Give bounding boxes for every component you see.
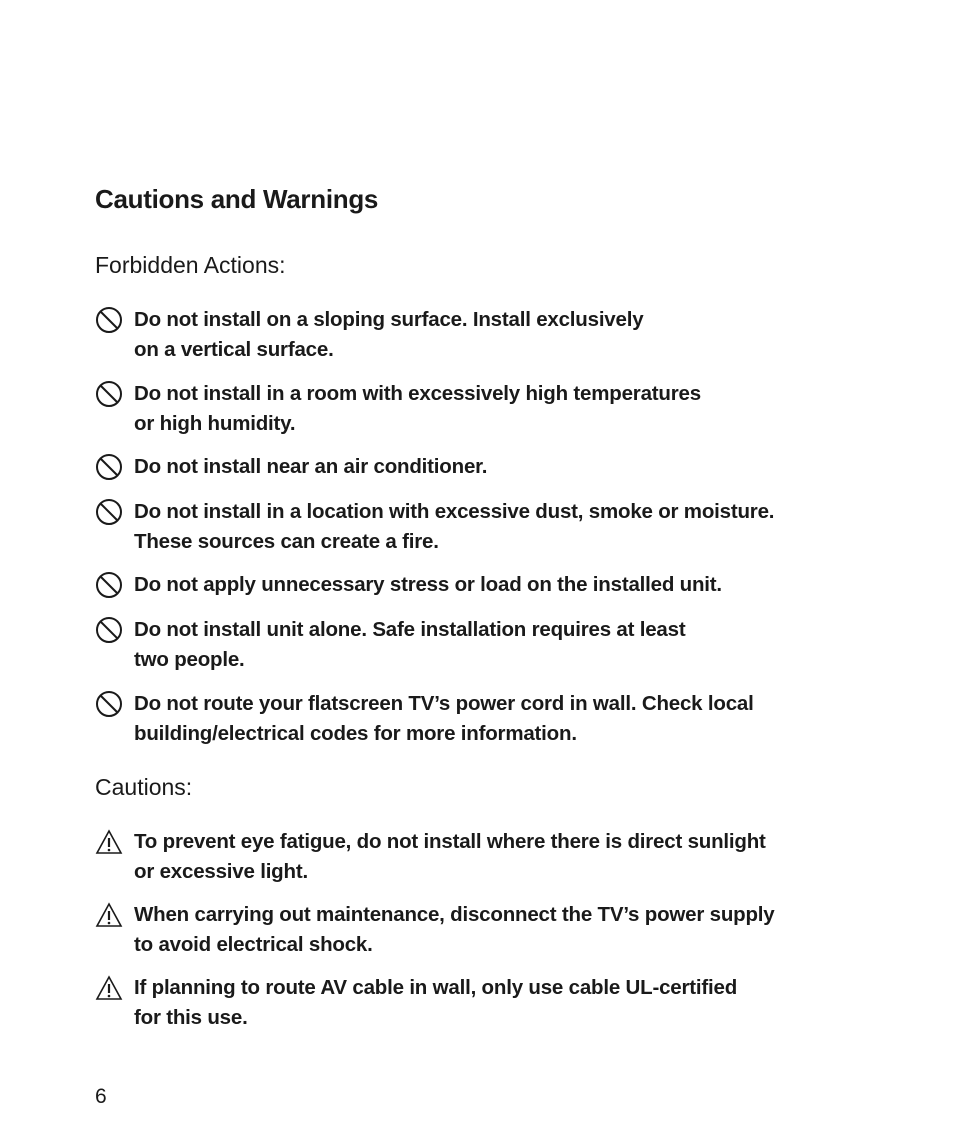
forbidden-item-line: Do not apply unnecessary stress or load on the installed unit. [134,573,722,596]
forbidden-item-line: two people. [134,647,245,671]
warning-triangle-icon [95,974,123,1002]
caution-item-line: If planning to route AV cable in wall, only use cable UL-certified [134,976,738,999]
forbidden-item [95,689,855,748]
caution-item-line: or excessive light. [134,859,308,883]
forbidden-item [95,452,855,482]
prohibited-icon [95,616,123,644]
forbidden-item-line: on a vertical surface. [134,337,334,361]
caution-item [95,827,855,886]
cautions-heading: Cautions: [95,774,193,800]
forbidden-item-line: building/electrical codes for more information. [134,721,577,745]
prohibited-icon [95,380,123,408]
forbidden-item-line: Do not install in a location with excessive dust, smoke or moisture. [134,500,775,523]
forbidden-item [95,497,855,556]
caution-item [95,900,855,959]
forbidden-item-line: Do not install in a room with excessively high temperatures [134,382,701,405]
forbidden-item-line: or high humidity. [134,411,296,435]
forbidden-item [95,379,855,438]
prohibited-icon [95,498,123,526]
forbidden-item-line: These sources can create a fire. [134,529,439,553]
forbidden-item-line: Do not route your flatscreen TV’s power cord in wall. Check local [134,692,754,715]
forbidden-item [95,570,855,600]
page-title: Cautions and Warnings [95,184,379,214]
forbidden-actions-heading: Forbidden Actions: [95,252,286,278]
caution-item-line: To prevent eye fatigue, do not install where there is direct sunlight [134,830,766,853]
caution-item-line: to avoid electrical shock. [134,932,373,956]
forbidden-item-line: Do not install on a sloping surface. Install exclusively [134,308,644,331]
prohibited-icon [95,571,123,599]
page-number: 6 [95,1085,107,1108]
warning-triangle-icon [95,901,123,929]
caution-item-line: When carrying out maintenance, disconnect the TV’s power supply [134,903,775,926]
prohibited-icon [95,453,123,481]
caution-item [95,973,855,1032]
caution-item-line: for this use. [134,1005,248,1029]
prohibited-icon [95,306,123,334]
forbidden-item-line: Do not install unit alone. Safe installation requires at least [134,618,686,641]
warning-triangle-icon [95,828,123,856]
forbidden-item [95,305,855,364]
forbidden-item [95,615,855,674]
prohibited-icon [95,690,123,718]
forbidden-item-line: Do not install near an air conditioner. [134,455,488,478]
